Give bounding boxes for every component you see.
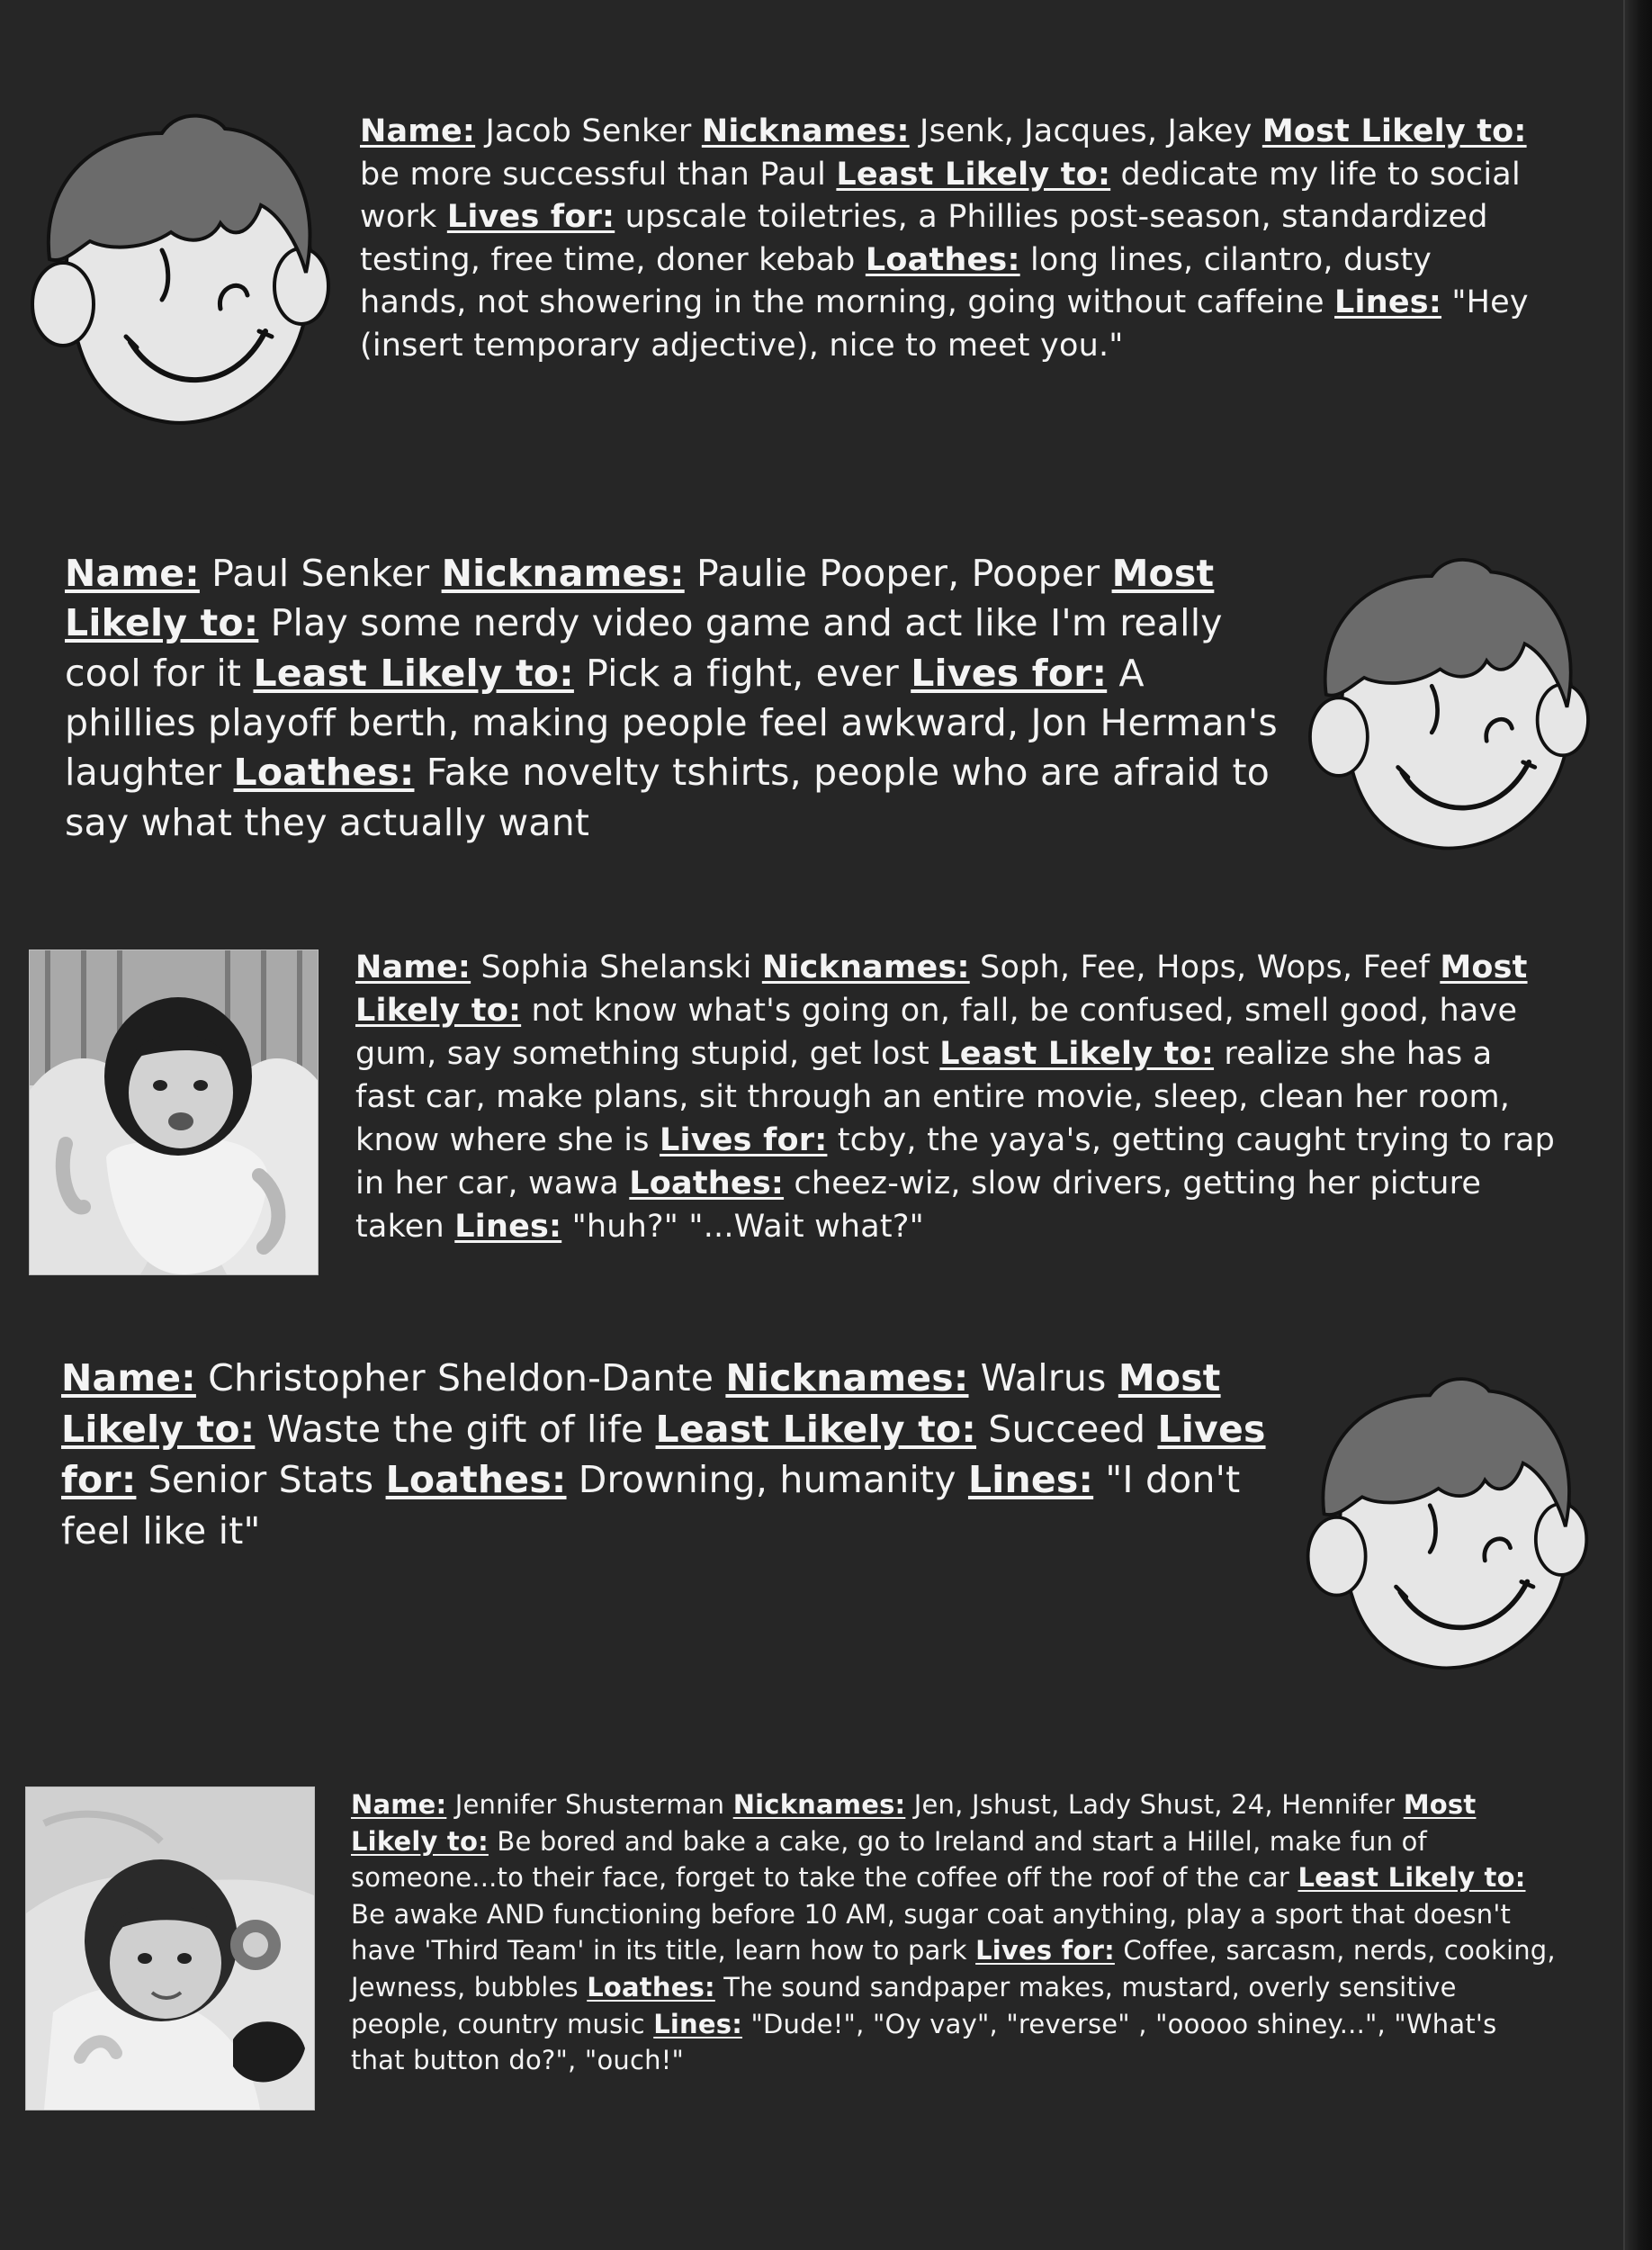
least-likely-value: Pick a fight, ever [586, 651, 899, 695]
most-likely-value: not know what's going on, fall, be confused, smell good, have gum, say something stupid, get lost [355, 992, 1518, 1072]
loathes-value: Fake novelty tshirts, people who are afraid to say what they actually want [65, 751, 1270, 844]
nicknames-value: Soph, Fee, Hops, Wops, Feef [980, 950, 1430, 986]
name-value: Jennifer Shusterman [454, 1789, 725, 1820]
lives-for-label: Lives for: [61, 1407, 1266, 1502]
nicknames-value: Jen, Jshust, Lady Shust, 24, Hennifer [913, 1789, 1396, 1820]
least-likely-value: Be awake AND functioning before 10 AM, sugar coat anything, play a sport that doesn't have 'Third Team' in its title, learn how to park [351, 1898, 1512, 1966]
least-likely-label: Least Likely to: [939, 1035, 1215, 1072]
name-label: Name: [355, 950, 471, 986]
name-label: Name: [360, 113, 476, 149]
lines-label: Lines: [653, 2008, 743, 2039]
name-label: Name: [65, 552, 200, 595]
name-value: Jacob Senker [485, 113, 692, 149]
lives-for-value: A phillies playoff berth, making people feel awkward, Jon Herman's laughter [65, 651, 1278, 795]
cartoon-face-icon [1303, 1368, 1591, 1678]
most-likely-value: Play some nerdy video game and act like I'm really cool for it [65, 601, 1223, 695]
profile-entry-paul [65, 549, 1284, 848]
loathes-value: Drowning, humanity [578, 1458, 956, 1502]
lines-value: "I don't feel like it" [61, 1458, 1241, 1552]
profile-entry-sophia [355, 947, 1561, 1249]
loathes-label: Loathes: [587, 1971, 715, 2002]
least-likely-label: Least Likely to: [253, 651, 574, 695]
nicknames-label: Nicknames: [725, 1356, 969, 1400]
name-label: Name: [351, 1789, 447, 1820]
lines-value: "Hey (insert temporary adjective), nice to meet you." [360, 284, 1529, 364]
loathes-label: Loathes: [865, 241, 1020, 278]
lives-for-value: tcby, the yaya's, getting caught trying to rap in her car, wawa [355, 1121, 1556, 1202]
lives-for-label: Lives for: [975, 1935, 1115, 1966]
baby-photo [29, 950, 319, 1275]
most-likely-label: Most Likely to: [351, 1789, 1477, 1857]
most-likely-value: be more successful than Paul [360, 156, 827, 193]
most-likely-label: Most Likely to: [65, 552, 1215, 645]
least-likely-label: Least Likely to: [655, 1407, 976, 1451]
name-value: Sophia Shelanski [480, 950, 752, 986]
most-likely-label: Most Likely to: [355, 950, 1528, 1029]
name-value: Christopher Sheldon-Dante [208, 1356, 714, 1400]
least-likely-label: Least Likely to: [836, 156, 1111, 193]
lives-for-label: Lives for: [446, 199, 615, 236]
loathes-value: The sound sandpaper makes, mustard, overly sensitive people, country music [351, 1971, 1457, 2039]
lives-for-value: Senior Stats [148, 1458, 374, 1502]
nicknames-value: Jsenk, Jacques, Jakey [920, 113, 1252, 149]
profile-entry-christopher [61, 1353, 1267, 1556]
most-likely-label: Most Likely to: [61, 1356, 1221, 1451]
lines-label: Lines: [1334, 284, 1442, 321]
lines-value: "huh?" "...Wait what?" [571, 1208, 924, 1245]
lives-for-value: Coffee, sarcasm, nerds, cooking, Jewness, bubbles [351, 1935, 1556, 2002]
lines-label: Lines: [967, 1458, 1094, 1502]
loathes-label: Loathes: [385, 1458, 567, 1502]
least-likely-label: Least Likely to: [1297, 1862, 1526, 1894]
most-likely-value: Waste the gift of life [266, 1407, 644, 1451]
cartoon-face-icon [27, 106, 333, 432]
nicknames-value: Paulie Pooper, Pooper [696, 552, 1100, 595]
most-likely-label: Most Likely to: [1261, 113, 1527, 149]
nicknames-label: Nicknames: [701, 113, 910, 149]
loathes-value: long lines, cilantro, dusty hands, not showering in the morning, going without caffeine [360, 241, 1432, 321]
loathes-label: Loathes: [629, 1165, 785, 1202]
page-edge [1625, 0, 1652, 2250]
least-likely-value: realize she has a fast car, make plans, sit through an entire movie, sleep, clean her room, know where she is [355, 1035, 1511, 1158]
least-likely-value: Succeed [988, 1407, 1146, 1451]
nicknames-label: Nicknames: [761, 950, 970, 986]
nicknames-label: Nicknames: [441, 552, 685, 595]
loathes-value: cheez-wiz, slow drivers, getting her picture taken [355, 1165, 1482, 1245]
lives-for-label: Lives for: [660, 1121, 828, 1158]
name-value: Paul Senker [211, 552, 430, 595]
name-label: Name: [61, 1356, 196, 1400]
loathes-label: Loathes: [233, 751, 415, 795]
lives-for-value: upscale toiletries, a Phillies post-season, standardized testing, free time, doner kebab [360, 199, 1488, 278]
most-likely-value: Be bored and bake a cake, go to Ireland and start a Hillel, make fun of someone...to their face, forget to take the coffee off the roof of the car [351, 1825, 1427, 1894]
lines-label: Lines: [454, 1208, 562, 1245]
baby-photo [25, 1786, 315, 2110]
least-likely-value: dedicate my life to social work [360, 156, 1521, 236]
profile-entry-jennifer [351, 1786, 1557, 2079]
lines-value: "Dude!", "Oy vay", "reverse" , "ooooo shiney...", "What's that button do?", "ouch!" [351, 2008, 1497, 2076]
nicknames-value: Walrus [980, 1356, 1107, 1400]
profile-entry-jacob [360, 111, 1539, 368]
cartoon-face-icon [1305, 551, 1593, 857]
lives-for-label: Lives for: [911, 651, 1108, 695]
nicknames-label: Nicknames: [732, 1789, 906, 1820]
